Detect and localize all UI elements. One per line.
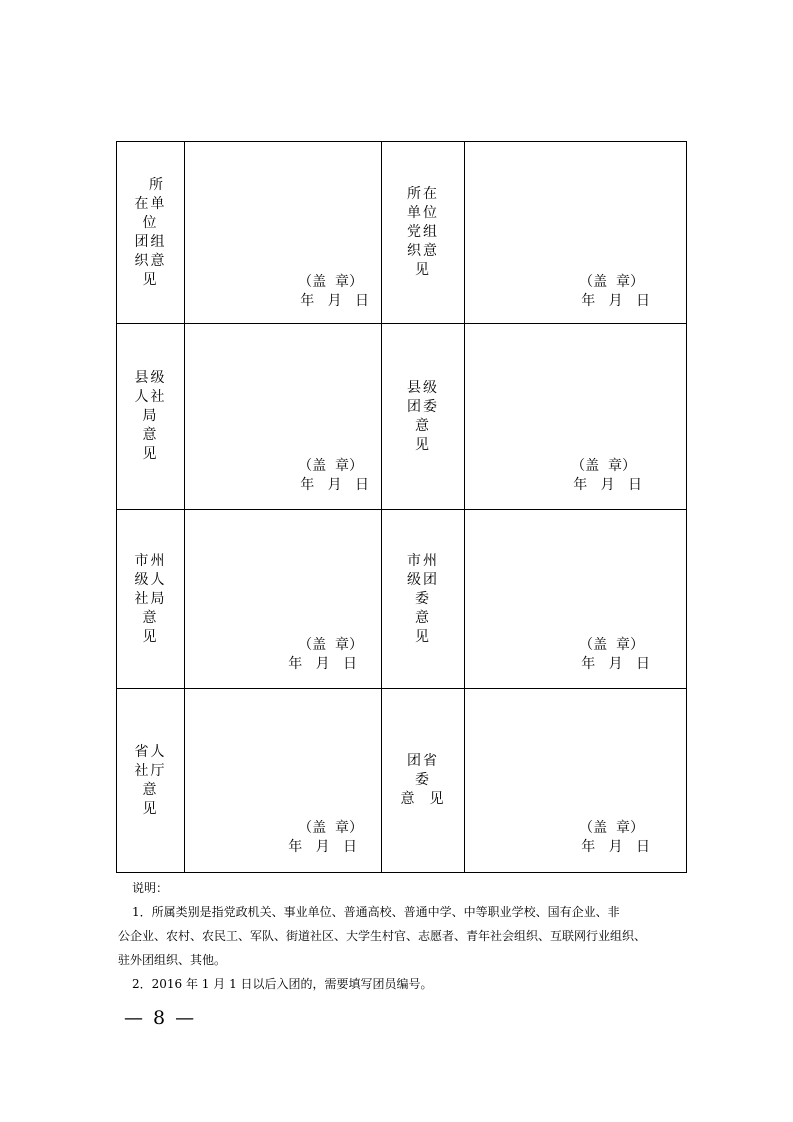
seal-text: （盖 章） xyxy=(298,458,363,474)
opinion-cell[interactable] xyxy=(185,324,382,510)
org-label-cell xyxy=(382,510,465,689)
seal-text: （盖 章） xyxy=(579,274,644,290)
seal-text: （盖 章） xyxy=(571,458,636,474)
provincial-league-committee-label: 团省 委 意 见 xyxy=(400,753,446,807)
org-label-cell xyxy=(382,142,465,324)
date-text: 年 月 日 xyxy=(581,293,650,309)
date-text: 年 月 日 xyxy=(300,293,369,309)
seal-text: （盖 章） xyxy=(579,820,644,836)
org-label-cell xyxy=(382,324,465,510)
seal-text: （盖 章） xyxy=(579,637,644,653)
opinion-cell[interactable] xyxy=(465,324,687,510)
opinion-cell[interactable] xyxy=(185,510,382,689)
unit-party-org-label: 所在 单位 党组 织意 见 xyxy=(407,186,439,278)
seal-text: （盖 章） xyxy=(298,637,363,653)
date-text: 年 月 日 xyxy=(581,656,650,672)
county-league-committee-label: 县级 团委 意 见 xyxy=(407,379,439,453)
org-label-cell xyxy=(382,689,465,873)
note-item-1-end: 驻外团组织、其他。 xyxy=(118,953,227,967)
table-row xyxy=(117,324,687,510)
org-label-cell xyxy=(117,142,185,324)
county-hr-bureau-label: 县级 人社 局 意 见 xyxy=(134,370,167,462)
table-row xyxy=(117,142,687,324)
org-label-cell xyxy=(117,510,185,689)
org-label-cell xyxy=(117,324,185,510)
date-text: 年 月 日 xyxy=(288,656,357,672)
note-item-2: 2．2016 年 1 月 1 日以后入团的，需要填写团员编号。 xyxy=(132,977,433,991)
opinion-cell[interactable] xyxy=(465,142,687,324)
notes-section xyxy=(118,876,718,996)
date-text: 年 月 日 xyxy=(288,839,357,855)
opinion-cell[interactable] xyxy=(465,689,687,873)
provincial-hr-dept-label: 省人 社厅 意 见 xyxy=(134,743,167,817)
opinion-cell[interactable] xyxy=(185,689,382,873)
date-text: 年 月 日 xyxy=(573,477,642,493)
date-text: 年 月 日 xyxy=(581,839,650,855)
table-row xyxy=(117,510,687,689)
date-text: 年 月 日 xyxy=(300,477,369,493)
notes-heading: 说明： xyxy=(132,881,169,895)
note-item-1: 1．所属类别是指党政机关、事业单位、普通高校、普通中学、中等职业学校、国有企业、非 xyxy=(132,905,620,919)
city-hr-bureau-label: 市州 级人 社局 意 见 xyxy=(134,552,167,645)
opinion-cell[interactable] xyxy=(185,142,382,324)
org-label-cell xyxy=(117,689,185,873)
table-row xyxy=(117,689,687,873)
page-number: — 8 — xyxy=(124,1007,197,1029)
opinion-form-table xyxy=(116,141,687,873)
unit-league-org-label: 所 在单 位 团组 织意 见 xyxy=(134,176,167,288)
seal-text: （盖 章） xyxy=(298,820,363,836)
opinion-cell[interactable] xyxy=(465,510,687,689)
seal-text: （盖 章） xyxy=(298,274,363,290)
city-league-committee-label: 市州 级团 委 意 见 xyxy=(407,552,439,645)
note-item-1-cont: 公企业、农村、农民工、军队、街道社区、大学生村官、志愿者、青年社会组织、互联网行业组织、 xyxy=(118,929,647,943)
